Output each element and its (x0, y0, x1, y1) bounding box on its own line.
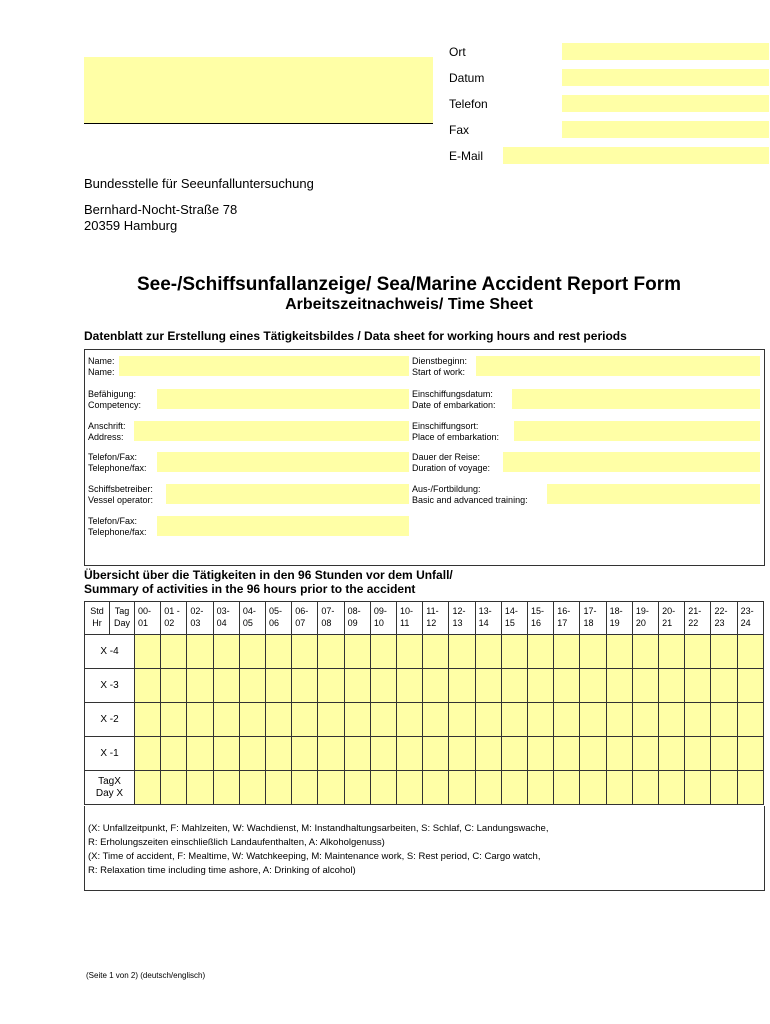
hour-end: 02 (164, 618, 175, 628)
time-cell[interactable] (344, 771, 370, 805)
hour-start: 05- (269, 606, 283, 616)
hour-end: 22 (688, 618, 699, 628)
time-cell[interactable] (711, 771, 737, 805)
page-footer: (Seite 1 von 2) (deutsch/englisch) (86, 971, 206, 980)
time-cell[interactable] (318, 737, 344, 771)
time-cell[interactable] (554, 635, 580, 669)
hour-start: 03- (216, 606, 230, 616)
row-label: X -2 (85, 703, 135, 737)
telephone-label (88, 452, 147, 474)
time-cell[interactable] (318, 703, 344, 737)
time-cell[interactable] (528, 703, 554, 737)
time-cell[interactable] (397, 669, 423, 703)
time-cell[interactable] (501, 669, 527, 703)
std-hr-header (85, 602, 110, 635)
competency-field[interactable] (157, 389, 409, 409)
time-cell[interactable] (423, 771, 449, 805)
hour-header (711, 602, 737, 635)
time-cell[interactable] (292, 669, 318, 703)
legend-line-1: (X: Unfallzeitpunkt, F: Mahlzeiten, W: Wachdienst, M: Instandhaltungsarbeiten, S: Schlaf, C: Landungswache, (88, 823, 549, 834)
ort-label: Ort (449, 45, 466, 59)
time-cell[interactable] (318, 635, 344, 669)
time-cell[interactable] (266, 703, 292, 737)
hour-header (318, 602, 344, 635)
hour-end: 21 (662, 618, 673, 628)
table-row (85, 737, 764, 771)
telefon-label: Telefon (449, 97, 488, 111)
time-cell[interactable] (161, 703, 187, 737)
time-cell[interactable] (213, 737, 239, 771)
time-cell[interactable] (187, 771, 213, 805)
time-cell[interactable] (423, 635, 449, 669)
address-field[interactable] (134, 421, 409, 441)
time-cell[interactable] (187, 669, 213, 703)
datum-field[interactable] (562, 69, 769, 86)
row-label: X -3 (85, 669, 135, 703)
hour-header (606, 602, 632, 635)
hour-start: 00- (138, 606, 152, 616)
datum-label: Datum (449, 71, 485, 85)
time-cell[interactable] (685, 737, 711, 771)
address-line-2: Bernhard-Nocht-Straße 78 (84, 202, 238, 217)
time-cell[interactable] (501, 703, 527, 737)
recipient-address (84, 176, 314, 234)
operator-telephone-label-en: Telephone/fax: (88, 527, 147, 537)
time-cell[interactable] (632, 771, 658, 805)
time-cell[interactable] (135, 771, 161, 805)
hour-start: 22- (714, 606, 728, 616)
time-cell[interactable] (187, 737, 213, 771)
time-cell[interactable] (659, 737, 685, 771)
time-cell[interactable] (344, 737, 370, 771)
training-label-de: Aus-/Fortbildung: (412, 484, 481, 494)
time-cell[interactable] (449, 703, 475, 737)
hour-end: 16 (531, 618, 542, 628)
hour-start: 20- (662, 606, 676, 616)
time-cell[interactable] (344, 669, 370, 703)
legend-line-4: R: Relaxation time including time ashore, A: Drinking of alcohol) (88, 865, 356, 876)
time-cell[interactable] (397, 771, 423, 805)
operator-field[interactable] (166, 484, 409, 504)
time-cell[interactable] (475, 737, 501, 771)
email-field[interactable] (503, 147, 769, 164)
hour-end: 04 (216, 618, 227, 628)
competency-label (88, 389, 141, 411)
time-cell[interactable] (239, 635, 265, 669)
hour-start: 17- (583, 606, 597, 616)
hour-start: 04- (242, 606, 256, 616)
voyage-duration-label (412, 452, 490, 474)
time-cell[interactable] (266, 737, 292, 771)
hour-end: 12 (426, 618, 437, 628)
fax-field[interactable] (562, 121, 769, 138)
embarkation-place-field[interactable] (514, 421, 760, 441)
time-cell[interactable] (370, 737, 396, 771)
time-cell[interactable] (685, 771, 711, 805)
time-cell[interactable] (606, 771, 632, 805)
time-cell[interactable] (266, 771, 292, 805)
hour-start: 14- (504, 606, 518, 616)
table-row (85, 635, 764, 669)
time-cell[interactable] (213, 635, 239, 669)
hour-header (370, 602, 396, 635)
hour-start: 09- (373, 606, 387, 616)
hour-end: 13 (452, 618, 463, 628)
hour-header (187, 602, 213, 635)
time-cell[interactable] (711, 635, 737, 669)
name-label (88, 356, 115, 378)
start-of-work-label (412, 356, 467, 378)
time-cell[interactable] (239, 771, 265, 805)
time-cell[interactable] (135, 635, 161, 669)
hour-start: 08- (347, 606, 361, 616)
hour-start: 07- (321, 606, 335, 616)
day-x-label-de: TagX (98, 775, 121, 787)
time-cell[interactable] (423, 669, 449, 703)
hour-header (737, 602, 763, 635)
time-cell[interactable] (449, 737, 475, 771)
time-cell[interactable] (239, 669, 265, 703)
time-cell[interactable] (659, 771, 685, 805)
embarkation-place-label (412, 421, 499, 443)
voyage-duration-label-en: Duration of voyage: (412, 463, 491, 473)
hour-header (239, 602, 265, 635)
time-cell[interactable] (554, 771, 580, 805)
time-cell[interactable] (370, 703, 396, 737)
time-cell[interactable] (580, 737, 606, 771)
time-cell[interactable] (737, 703, 763, 737)
time-cell[interactable] (449, 771, 475, 805)
legend-line-2: R: Erholungszeiten einschließlich Landaufenthalten, A: Alkoholgenuss) (88, 837, 385, 848)
embarkation-place-label-de: Einschiffungsort: (412, 421, 479, 431)
table-row (85, 669, 764, 703)
time-cell[interactable] (475, 669, 501, 703)
time-cell[interactable] (213, 703, 239, 737)
row-label: X -4 (85, 635, 135, 669)
time-cell[interactable] (632, 635, 658, 669)
time-cell[interactable] (554, 669, 580, 703)
hour-start: 19- (635, 606, 649, 616)
day-label: Day (113, 618, 130, 628)
time-cell[interactable] (501, 635, 527, 669)
time-cell[interactable] (528, 771, 554, 805)
page-title: See-/Schiffsunfallanzeige/ Sea/Marine Accident Report Form (136, 274, 682, 295)
time-cell[interactable] (423, 737, 449, 771)
time-cell[interactable] (187, 703, 213, 737)
hour-end: 05 (242, 618, 253, 628)
hour-header (632, 602, 658, 635)
legend-text (88, 822, 548, 878)
start-of-work-label-de: Dienstbeginn: (412, 356, 468, 366)
time-cell[interactable] (318, 771, 344, 805)
time-cell[interactable] (685, 669, 711, 703)
time-cell[interactable] (737, 771, 763, 805)
hour-end: 17 (557, 618, 568, 628)
time-sheet-table (84, 601, 764, 805)
day-x-label-en: Day X (95, 787, 124, 799)
time-cell[interactable] (737, 635, 763, 669)
time-cell[interactable] (161, 771, 187, 805)
training-label (412, 484, 528, 506)
time-cell[interactable] (580, 635, 606, 669)
training-label-en: Basic and advanced training: (412, 495, 528, 505)
hour-end: 23 (714, 618, 725, 628)
time-cell[interactable] (397, 635, 423, 669)
time-cell[interactable] (475, 703, 501, 737)
recipient-address-field[interactable] (84, 57, 433, 123)
time-cell[interactable] (685, 703, 711, 737)
embarkation-place-label-en: Place of embarkation: (412, 432, 500, 442)
hour-end: 01 (138, 618, 149, 628)
start-of-work-label-en: Start of work: (412, 367, 466, 377)
time-cell[interactable] (292, 771, 318, 805)
hour-header (344, 602, 370, 635)
time-cell[interactable] (370, 771, 396, 805)
time-cell[interactable] (397, 737, 423, 771)
table-row (85, 703, 764, 737)
section-heading: Datenblatt zur Erstellung eines Tätigkeitsbildes / Data sheet for working hours and rest periods (84, 329, 627, 343)
time-cell[interactable] (501, 771, 527, 805)
operator-label (88, 484, 153, 506)
time-cell[interactable] (135, 737, 161, 771)
hour-end: 20 (635, 618, 646, 628)
time-cell[interactable] (659, 669, 685, 703)
hour-header (501, 602, 527, 635)
hour-end: 15 (504, 618, 515, 628)
hour-end: 10 (373, 618, 384, 628)
hour-start: 16- (557, 606, 571, 616)
hour-start: 01 - (164, 606, 180, 616)
time-cell[interactable] (397, 703, 423, 737)
time-cell[interactable] (135, 703, 161, 737)
hour-end: 09 (347, 618, 358, 628)
std-label: Std (90, 606, 104, 616)
time-cell[interactable] (711, 703, 737, 737)
voyage-duration-field[interactable] (503, 452, 760, 472)
time-cell[interactable] (685, 635, 711, 669)
time-cell[interactable] (632, 703, 658, 737)
fax-label: Fax (449, 123, 470, 137)
email-label: E-Mail (449, 149, 484, 163)
summary-heading (84, 568, 453, 596)
time-cell[interactable] (632, 737, 658, 771)
time-cell[interactable] (161, 669, 187, 703)
address-line-1: Bundesstelle für Seeunfalluntersuchung (84, 176, 314, 191)
hr-label: Hr (92, 618, 102, 628)
time-cell[interactable] (475, 771, 501, 805)
time-cell[interactable] (292, 703, 318, 737)
time-cell[interactable] (266, 669, 292, 703)
time-cell[interactable] (528, 669, 554, 703)
hour-end: 14 (478, 618, 489, 628)
telefon-field[interactable] (562, 95, 769, 112)
hour-start: 06- (295, 606, 309, 616)
embarkation-date-label-en: Date of embarkation: (412, 400, 496, 410)
time-cell[interactable] (161, 635, 187, 669)
time-cell[interactable] (606, 669, 632, 703)
row-label-day-x (85, 771, 135, 805)
time-cell[interactable] (213, 669, 239, 703)
hour-start: 12- (452, 606, 466, 616)
hour-header (397, 602, 423, 635)
address-line-3: 20359 Hamburg (84, 218, 178, 233)
time-cell[interactable] (213, 771, 239, 805)
hour-header (161, 602, 187, 635)
address-underline (84, 123, 433, 124)
time-cell[interactable] (659, 703, 685, 737)
header-row (85, 602, 764, 635)
time-cell[interactable] (711, 669, 737, 703)
operator-telephone-field[interactable] (157, 516, 409, 536)
time-cell[interactable] (606, 737, 632, 771)
hour-end: 07 (295, 618, 306, 628)
time-cell[interactable] (370, 669, 396, 703)
name-field[interactable] (119, 356, 409, 376)
time-cell[interactable] (475, 635, 501, 669)
operator-label-en: Vessel operator: (88, 495, 154, 505)
hour-header (266, 602, 292, 635)
time-cell[interactable] (423, 703, 449, 737)
tag-label: Tag (114, 606, 130, 616)
telephone-label-de: Telefon/Fax: (88, 452, 138, 462)
hour-end: 08 (321, 618, 332, 628)
hour-end: 06 (269, 618, 280, 628)
time-cell[interactable] (344, 703, 370, 737)
time-cell[interactable] (161, 737, 187, 771)
row-label: X -1 (85, 737, 135, 771)
telephone-label-en: Telephone/fax: (88, 463, 147, 473)
time-cell[interactable] (449, 669, 475, 703)
operator-label-de: Schiffsbetreiber: (88, 484, 153, 494)
summary-heading-de: Übersicht über die Tätigkeiten in den 96 Stunden vor dem Unfall/ (84, 568, 453, 582)
name-label-de: Name: (88, 356, 115, 366)
training-field[interactable] (547, 484, 760, 504)
tag-day-header (110, 602, 135, 635)
hour-start: 11- (426, 606, 439, 616)
start-of-work-field[interactable] (476, 356, 760, 376)
hour-start: 23- (740, 606, 754, 616)
time-cell[interactable] (580, 669, 606, 703)
time-cell[interactable] (135, 669, 161, 703)
time-cell[interactable] (606, 635, 632, 669)
time-cell[interactable] (318, 669, 344, 703)
table-row (85, 771, 764, 805)
voyage-duration-label-de: Dauer der Reise: (412, 452, 481, 462)
address-label-en: Address: (88, 432, 124, 442)
summary-heading-en: Summary of activities in the 96 hours prior to the accident (84, 582, 416, 596)
legend-line-3: (X: Time of accident, F: Mealtime, W: Watchkeeping, M: Maintenance work, S: Rest period, C: Cargo watch, (88, 851, 541, 862)
time-cell[interactable] (292, 635, 318, 669)
time-cell[interactable] (711, 737, 737, 771)
hour-header (659, 602, 685, 635)
time-cell[interactable] (528, 635, 554, 669)
hour-start: 18- (609, 606, 623, 616)
hour-header (580, 602, 606, 635)
hour-start: 10- (400, 606, 414, 616)
time-cell[interactable] (606, 703, 632, 737)
name-label-en: Name: (88, 367, 115, 377)
time-cell[interactable] (344, 635, 370, 669)
page-subtitle: Arbeitszeitnachweis/ Time Sheet (285, 296, 533, 313)
time-cell[interactable] (580, 771, 606, 805)
time-cell[interactable] (501, 737, 527, 771)
time-cell[interactable] (554, 703, 580, 737)
operator-telephone-label-de: Telefon/Fax: (88, 516, 138, 526)
ort-field[interactable] (562, 43, 769, 60)
competency-label-en: Competency: (88, 400, 142, 410)
hour-end: 19 (609, 618, 620, 628)
hour-start: 21- (688, 606, 702, 616)
hour-header (554, 602, 580, 635)
telephone-field[interactable] (157, 452, 409, 472)
time-cell[interactable] (737, 737, 763, 771)
time-cell[interactable] (737, 669, 763, 703)
time-cell[interactable] (659, 635, 685, 669)
hour-start: 15- (531, 606, 545, 616)
time-cell[interactable] (632, 669, 658, 703)
hour-header (685, 602, 711, 635)
hour-end: 03 (190, 618, 201, 628)
time-cell[interactable] (239, 703, 265, 737)
hour-header (135, 602, 161, 635)
embarkation-date-field[interactable] (512, 389, 760, 409)
time-cell[interactable] (528, 737, 554, 771)
embarkation-date-label-de: Einschiffungsdatum: (412, 389, 493, 399)
hour-end: 24 (740, 618, 751, 628)
time-cell[interactable] (580, 703, 606, 737)
address-label (88, 421, 126, 443)
hour-header (213, 602, 239, 635)
time-cell[interactable] (370, 635, 396, 669)
time-cell[interactable] (239, 737, 265, 771)
hour-header (449, 602, 475, 635)
hour-header (423, 602, 449, 635)
hour-end: 11 (400, 618, 410, 628)
time-cell[interactable] (187, 635, 213, 669)
competency-label-de: Befähigung: (88, 389, 137, 399)
hour-start: 02- (190, 606, 204, 616)
address-label-de: Anschrift: (88, 421, 126, 431)
time-cell[interactable] (292, 737, 318, 771)
hour-header (475, 602, 501, 635)
time-cell[interactable] (554, 737, 580, 771)
hour-end: 18 (583, 618, 594, 628)
time-cell[interactable] (449, 635, 475, 669)
operator-telephone-label (88, 516, 147, 538)
hour-header (528, 602, 554, 635)
embarkation-date-label (412, 389, 496, 411)
hour-start: 13- (478, 606, 492, 616)
time-cell[interactable] (266, 635, 292, 669)
hour-header (292, 602, 318, 635)
